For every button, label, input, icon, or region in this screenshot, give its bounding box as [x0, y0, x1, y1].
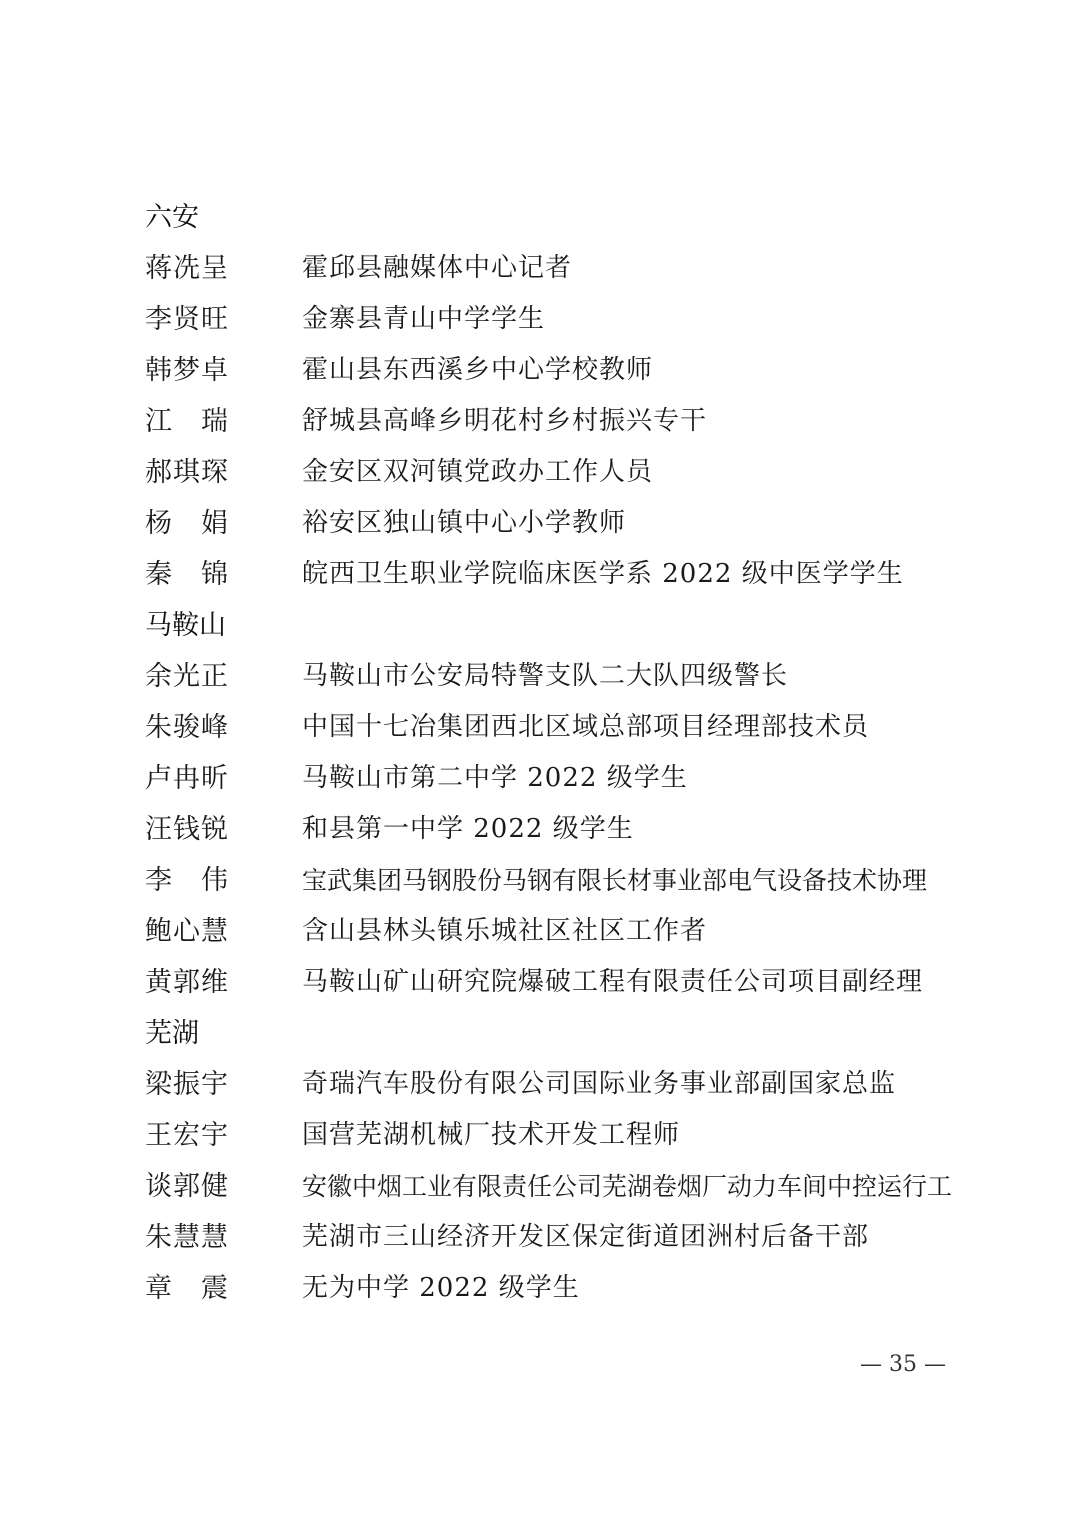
list-item [145, 702, 945, 753]
list-item [145, 243, 945, 294]
entry-desc: 含山县林头镇乐城社区社区工作者 [302, 916, 708, 946]
section-title-luan: 六安 [145, 202, 199, 233]
list-item [145, 1263, 945, 1314]
entry-desc: 马鞍山市第二中学 2022 级学生 [302, 763, 688, 793]
entry-name: 黄郭维 [145, 967, 229, 998]
entry-desc: 舒城县高峰乡明花村乡村振兴专干 [302, 406, 708, 436]
entry-desc: 芜湖市三山经济开发区保定街道团洲村后备干部 [302, 1222, 870, 1252]
entry-desc: 安徽中烟工业有限责任公司芜湖卷烟厂动力车间中控运行工 [302, 1172, 953, 1201]
section-title-wuhu: 芜湖 [145, 1018, 199, 1049]
list-item [145, 294, 945, 345]
section-title-maanshan: 马鞍山 [145, 610, 226, 641]
entry-name: 王宏宇 [145, 1120, 229, 1151]
entry-desc: 国营芜湖机械厂技术开发工程师 [302, 1120, 681, 1150]
entry-name: 朱骏峰 [145, 712, 229, 743]
entry-desc: 和县第一中学 2022 级学生 [302, 814, 634, 844]
entry-name: 韩梦卓 [145, 355, 229, 386]
entry-name: 蒋冼呈 [145, 253, 229, 284]
entry-desc: 霍邱县融媒体中心记者 [302, 253, 573, 283]
entry-name: 郝琪琛 [145, 457, 229, 488]
entry-desc: 马鞍山市公安局特警支队二大队四级警长 [302, 661, 789, 691]
entry-name: 章 震 [145, 1273, 229, 1304]
list-item [145, 549, 945, 600]
entry-desc: 无为中学 2022 级学生 [302, 1273, 580, 1303]
entry-desc: 金安区双河镇党政办工作人员 [302, 457, 654, 487]
entry-name: 余光正 [145, 661, 229, 692]
list-item [145, 804, 945, 855]
list-item [145, 753, 945, 804]
list-item [145, 345, 945, 396]
list-item [145, 957, 945, 1008]
entry-name: 李 伟 [145, 865, 229, 896]
list-item [145, 447, 945, 498]
entry-name: 李贤旺 [145, 304, 229, 335]
entry-desc: 奇瑞汽车股份有限公司国际业务事业部副国家总监 [302, 1069, 897, 1099]
list-item [145, 651, 945, 702]
list-item [145, 1110, 945, 1161]
entry-desc: 霍山县东西溪乡中心学校教师 [302, 355, 654, 385]
entry-name: 汪钱锐 [145, 814, 229, 845]
entry-name: 谈郭健 [145, 1171, 229, 1202]
entry-name: 杨 娟 [145, 508, 229, 539]
list-item [145, 1059, 945, 1110]
list-item [145, 1161, 953, 1212]
entry-desc: 皖西卫生职业学院临床医学系 2022 级中医学学生 [302, 559, 904, 589]
entry-name: 鲍心慧 [145, 916, 229, 947]
list-item [145, 396, 945, 447]
entry-name: 朱慧慧 [145, 1222, 229, 1253]
entry-desc: 金寨县青山中学学生 [302, 304, 546, 334]
list-item [145, 1212, 945, 1263]
entry-name: 秦 锦 [145, 559, 229, 590]
page-number: — 35 — [860, 1352, 946, 1377]
entry-desc: 马鞍山矿山研究院爆破工程有限责任公司项目副经理 [302, 967, 924, 997]
entry-name: 卢冉昕 [145, 763, 229, 794]
list-item [145, 906, 945, 957]
entry-desc: 中国十七冶集团西北区域总部项目经理部技术员 [302, 712, 870, 742]
entry-desc: 裕安区独山镇中心小学教师 [302, 508, 627, 538]
document-body [145, 192, 953, 1314]
entry-name: 梁振宇 [145, 1069, 229, 1100]
list-item [145, 855, 945, 906]
entry-desc: 宝武集团马钢股份马钢有限长材事业部电气设备技术协理 [302, 866, 928, 895]
entry-name: 江 瑞 [145, 406, 229, 437]
list-item [145, 498, 945, 549]
